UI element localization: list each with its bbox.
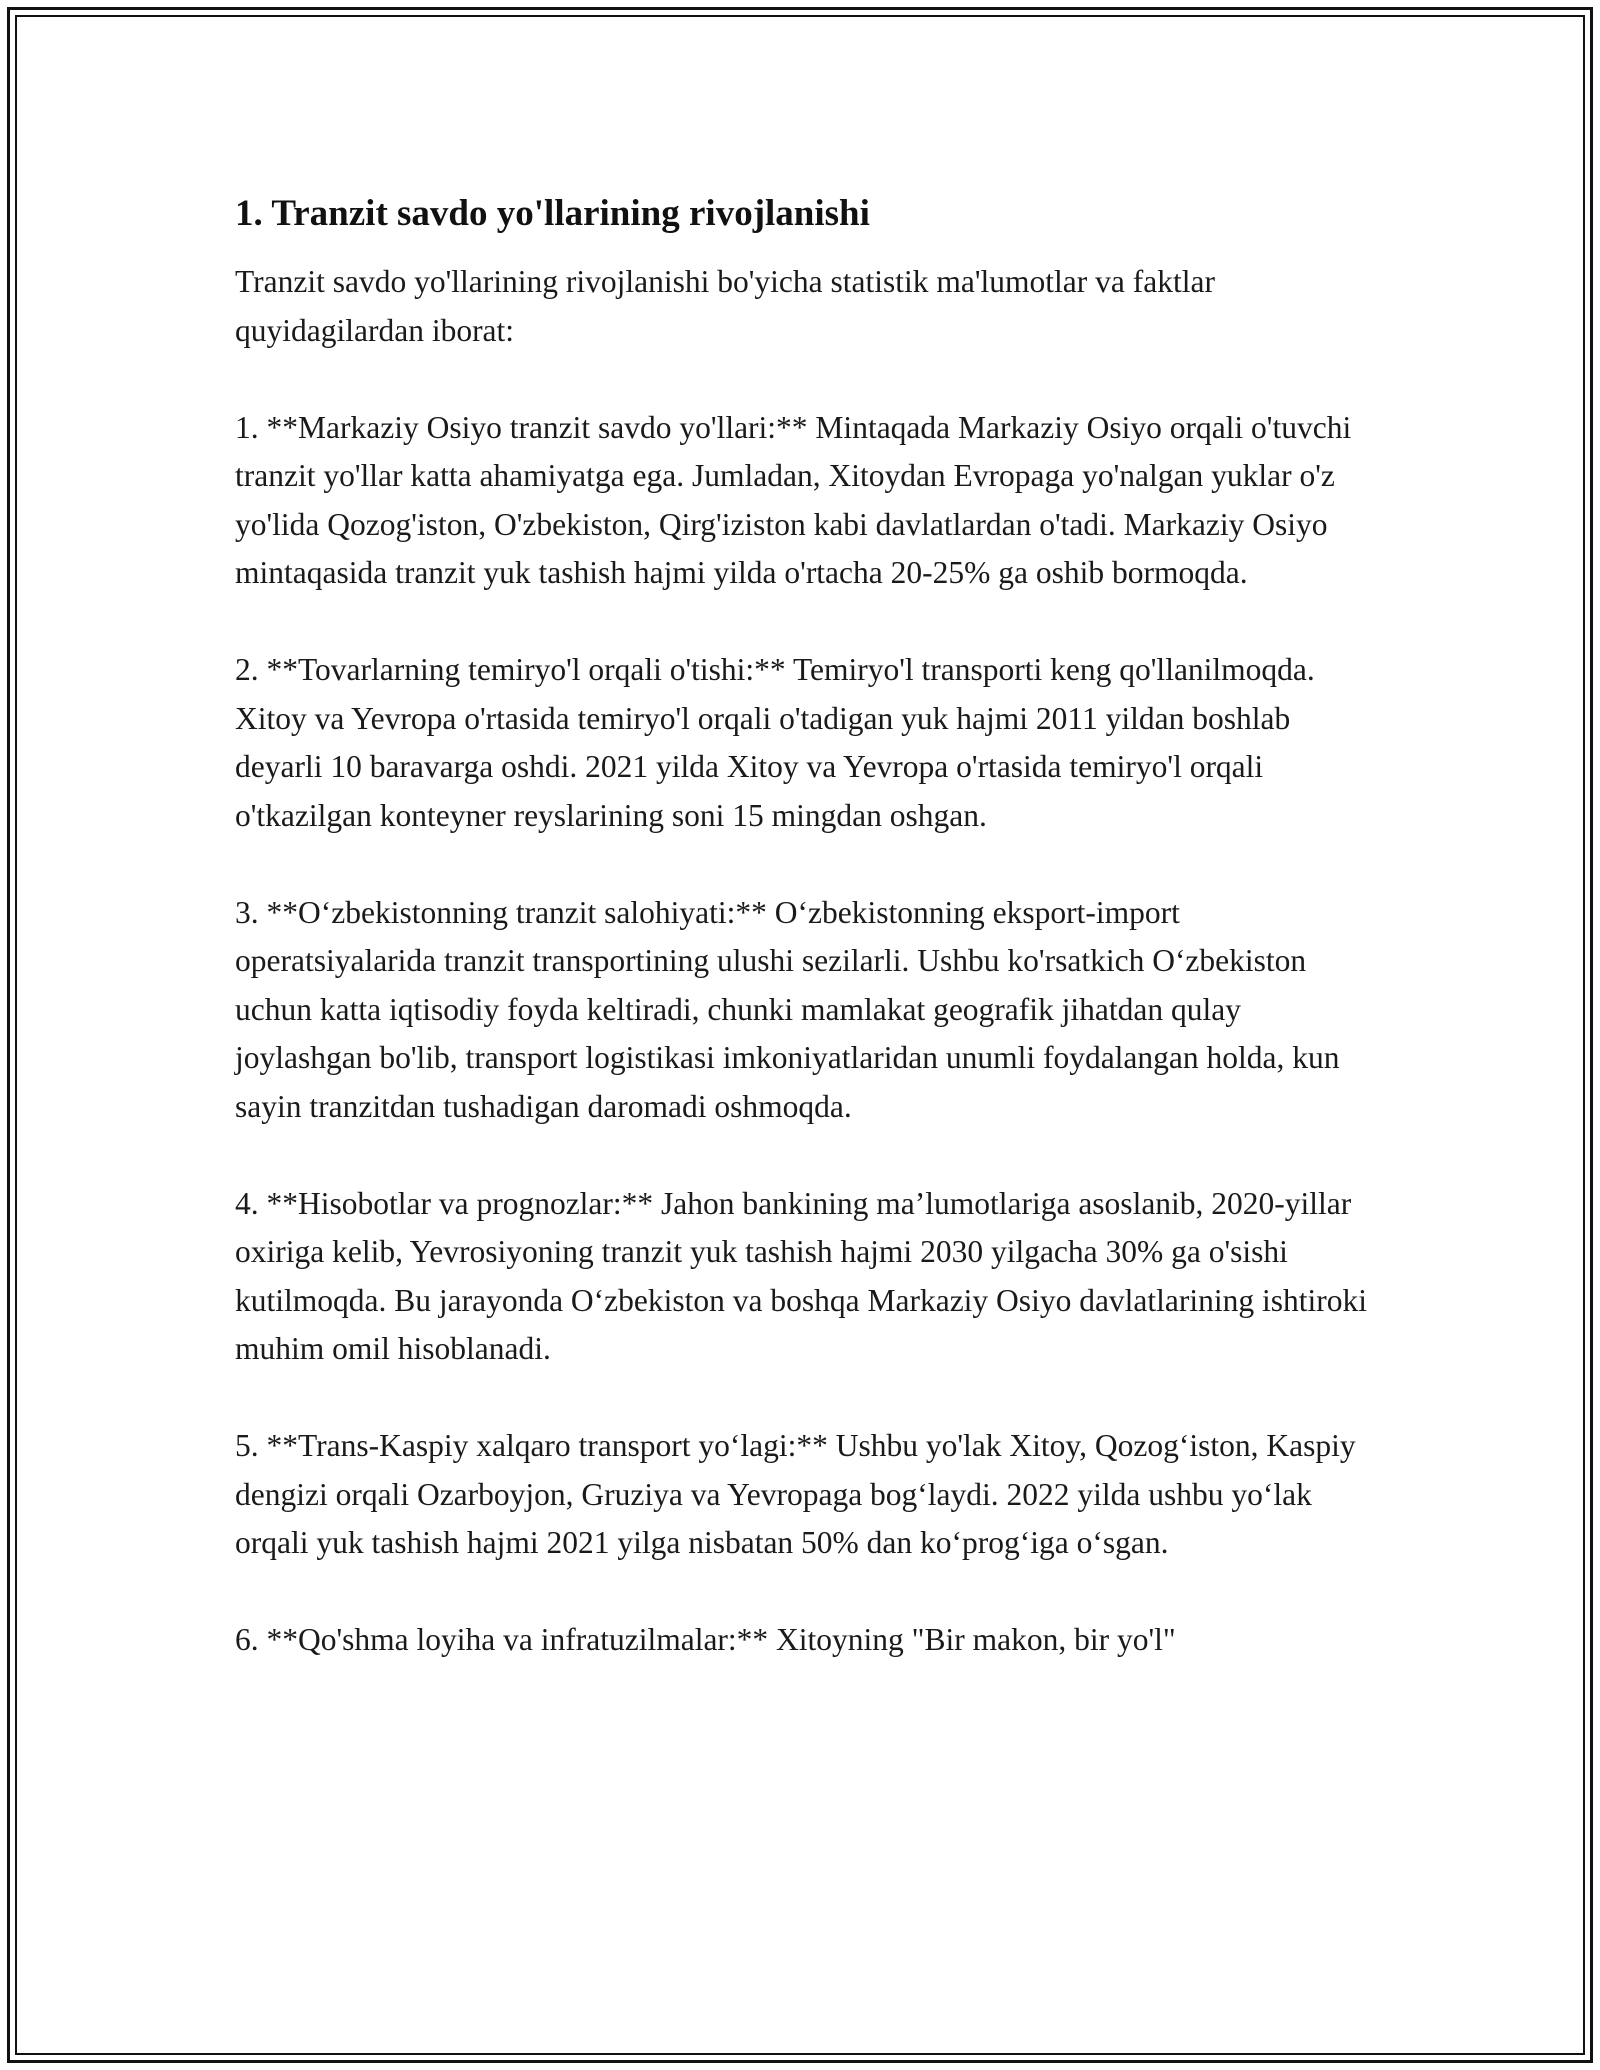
page-title: 1. Tranzit savdo yo'llarining rivojlanishi <box>235 193 870 234</box>
document-body <box>235 190 1370 1713</box>
paragraph-uzbekistan-potential: 3. **O‘zbekistonning tranzit salohiyati:** O‘zbekistonning eksport-import operatsiyalarida tranzit transportining ulushi sezilarli. Ushbu ko'rsatkich O‘zbekiston uchun katta iqtisodiy foyda keltiradi, chunki mamlakat geografik jihatdan qulay joylashgan bo'lib, transport logistikasi imkoniyatlaridan unumli foydalangan holda, kun sayin tranzitdan tushadigan daromadi oshmoqda. <box>235 894 1340 1124</box>
intro-paragraph: Tranzit savdo yo'llarining rivojlanishi bo'yicha statistik ma'lumotlar va faktlar quyidagilardan iborat: <box>235 264 1215 348</box>
paragraph-rail-transit: 2. **Tovarlarning temiryo'l orqali o'tishi:** Temiryo'l transporti keng qo'llanilmoqda. Xitoy va Yevropa o'rtasida temiryo'l orqali o'tadigan yuk hajmi 2011 yildan boshlab deyarli 10 baravarga oshdi. 2021 yilda Xitoy va Yevropa o'rtasida temiryo'l orqali o'tkazilgan konteyner reyslarining soni 15 mingdan oshgan. <box>235 652 1315 833</box>
paragraph-reports-forecasts: 4. **Hisobotlar va prognozlar:** Jahon bankining ma’lumotlariga asoslanib, 2020-yillar oxiriga kelib, Yevrosiyoning tranzit yuk tashish hajmi 2030 yilgacha 30% ga o'sishi kutilmoqda. Bu jarayonda O‘zbekiston va boshqa Markaziy Osiyo davlatlarining ishtiroki muhim omil hisoblanadi. <box>235 1185 1368 1366</box>
paragraph-central-asia-routes: 1. **Markaziy Osiyo tranzit savdo yo'llari:** Mintaqada Markaziy Osiyo orqali o'tuvchi tranzit yo'llar katta ahamiyatga ega. Jumladan, Xitoydan Evropaga yo'nalgan yuklar o'z yo'lida Qozog'iston, O'zbekiston, Qirg'iziston kabi davlatlardan o'tadi. Markaziy Osiyo mintaqasida tranzit yuk tashish hajmi yilda o'rtacha 20-25% ga oshib bormoqda. <box>235 409 1352 590</box>
paragraph-trans-caspian-corridor: 5. **Trans-Kaspiy xalqaro transport yo‘lagi:** Ushbu yo'lak Xitoy, Qozog‘iston, Kaspiy dengizi orqali Ozarboyjon, Gruziya va Yevropaga bog‘laydi. 2022 yilda ushbu yo‘lak orqali yuk tashish hajmi 2021 yilga nisbatan 50% dan ko‘prog‘iga o‘sgan. <box>235 1428 1356 1560</box>
paragraph-joint-projects: 6. **Qo'shma loyiha va infratuzilmalar:** Xitoyning "Bir makon, bir yo'l" <box>235 1622 1176 1657</box>
